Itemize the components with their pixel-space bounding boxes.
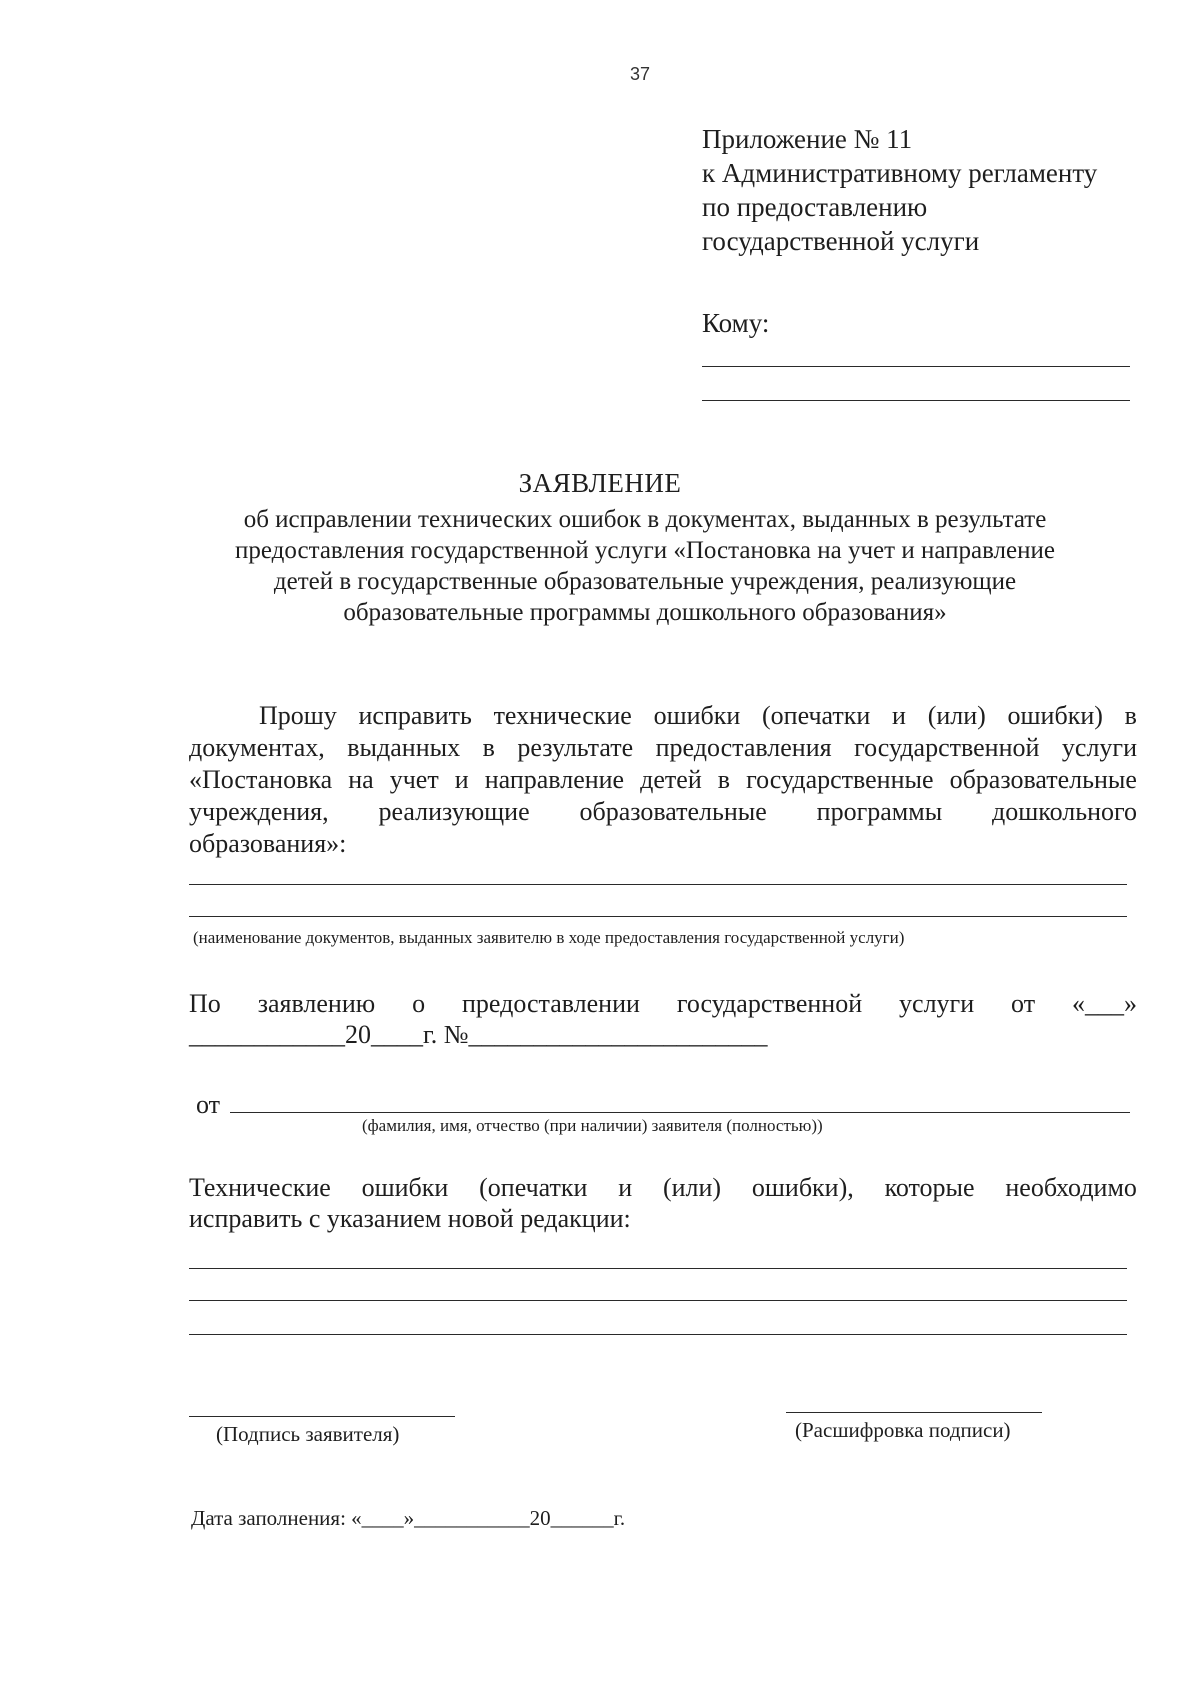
appendix-line: к Административному регламенту (702, 158, 1098, 188)
word: ошибки) (1007, 701, 1103, 730)
word: дошкольного (992, 797, 1137, 826)
word: «___» (1071, 989, 1137, 1018)
word: в (717, 765, 731, 794)
subtitle-line: образовательные программы дошкольного образования» (343, 599, 947, 626)
word: необходимо (1005, 1173, 1137, 1202)
word: образовательные (579, 797, 767, 826)
word: направление (484, 765, 625, 794)
recipient-label: Кому: (702, 308, 770, 338)
errors-text-line-3[interactable] (189, 1334, 1127, 1335)
word: услуги (1061, 733, 1137, 762)
date-filled[interactable]: Дата заполнения: «____»___________20______г. (191, 1506, 626, 1530)
word: (или) (662, 1173, 722, 1202)
errors-text-line-2[interactable] (189, 1300, 1127, 1301)
word: предоставления (655, 733, 832, 762)
request-line (189, 700, 1137, 732)
request-line (189, 764, 1137, 796)
subtitle-line: детей в государственные образовательные учреждения, реализующие (273, 568, 1017, 595)
word: детей (640, 765, 702, 794)
documents-line-1[interactable] (189, 884, 1127, 885)
subtitle-line: предоставления государственной услуги «Постановка на учет и направление (235, 537, 1055, 564)
word: государственной (676, 989, 863, 1018)
word: ошибки (653, 701, 741, 730)
word: которые (884, 1173, 975, 1202)
statement-date-number[interactable]: ____________20____г. №_______________________ (189, 1020, 768, 1049)
word: в (482, 733, 495, 762)
appendix-line: Приложение № 11 (702, 124, 913, 154)
word: учреждения, (189, 797, 329, 826)
word: предоставлении (461, 989, 640, 1018)
appendix-header (702, 122, 1097, 258)
recipient-line-1[interactable] (702, 366, 1130, 367)
errors-line (189, 1172, 1137, 1204)
word: и (618, 1173, 633, 1202)
word: реализующие (378, 797, 530, 826)
request-line (189, 796, 1137, 828)
word: (опечатки (479, 1173, 588, 1202)
appendix-line: по предоставлению (702, 192, 928, 222)
word: от (1011, 989, 1036, 1018)
document-title: ЗАЯВЛЕНИЕ (518, 468, 682, 498)
document-subtitle (150, 504, 1140, 628)
page-number: 37 (630, 64, 651, 84)
word: исправить (358, 701, 472, 730)
request-line (189, 732, 1137, 764)
signature-line[interactable] (189, 1416, 455, 1417)
request-line: образования»: (189, 829, 347, 858)
word: Прошу (259, 701, 337, 730)
word: ошибки), (751, 1173, 854, 1202)
appendix-line: государственной услуги (702, 226, 980, 256)
word: выданных (347, 733, 461, 762)
documents-caption: (наименование документов, выданных заявителю в ходе предоставления государственной услуги) (193, 928, 905, 947)
from-label: от (196, 1090, 221, 1119)
signature-decoding-caption: (Расшифровка подписи) (795, 1418, 1011, 1442)
word: государственной (854, 733, 1040, 762)
word: о (412, 989, 426, 1018)
subtitle-line: об исправлении технических ошибок в документах, выданных в результате (243, 506, 1047, 533)
word: результате (517, 733, 634, 762)
word: (или) (927, 701, 986, 730)
signature-decoding-line[interactable] (786, 1412, 1042, 1413)
word: технические (493, 701, 632, 730)
recipient-line-2[interactable] (702, 400, 1130, 401)
word: По (189, 989, 221, 1018)
errors-text-line-1[interactable] (189, 1268, 1127, 1269)
applicant-name-caption: (фамилия, имя, отчество (при наличии) заявителя (полностью)) (362, 1116, 823, 1135)
statement-line (189, 988, 1137, 1020)
request-paragraph (189, 700, 1137, 860)
word: (опечатки (762, 701, 871, 730)
word: и (892, 701, 906, 730)
word: образовательные (949, 765, 1137, 794)
word: в (1124, 701, 1137, 730)
word: заявлению (257, 989, 376, 1018)
applicant-name-line[interactable] (230, 1112, 1130, 1113)
word: государственные (746, 765, 934, 794)
word: «Постановка (189, 765, 333, 794)
word: документах, (189, 733, 325, 762)
errors-line: исправить с указанием новой редакции: (189, 1204, 631, 1233)
documents-line-2[interactable] (189, 916, 1127, 917)
signature-caption: (Подпись заявителя) (216, 1422, 400, 1446)
word: и (454, 765, 469, 794)
word: на (348, 765, 374, 794)
word: Технические (189, 1173, 331, 1202)
word: учет (389, 765, 439, 794)
word: ошибки (361, 1173, 449, 1202)
word: услуги (899, 989, 975, 1018)
word: программы (816, 797, 943, 826)
